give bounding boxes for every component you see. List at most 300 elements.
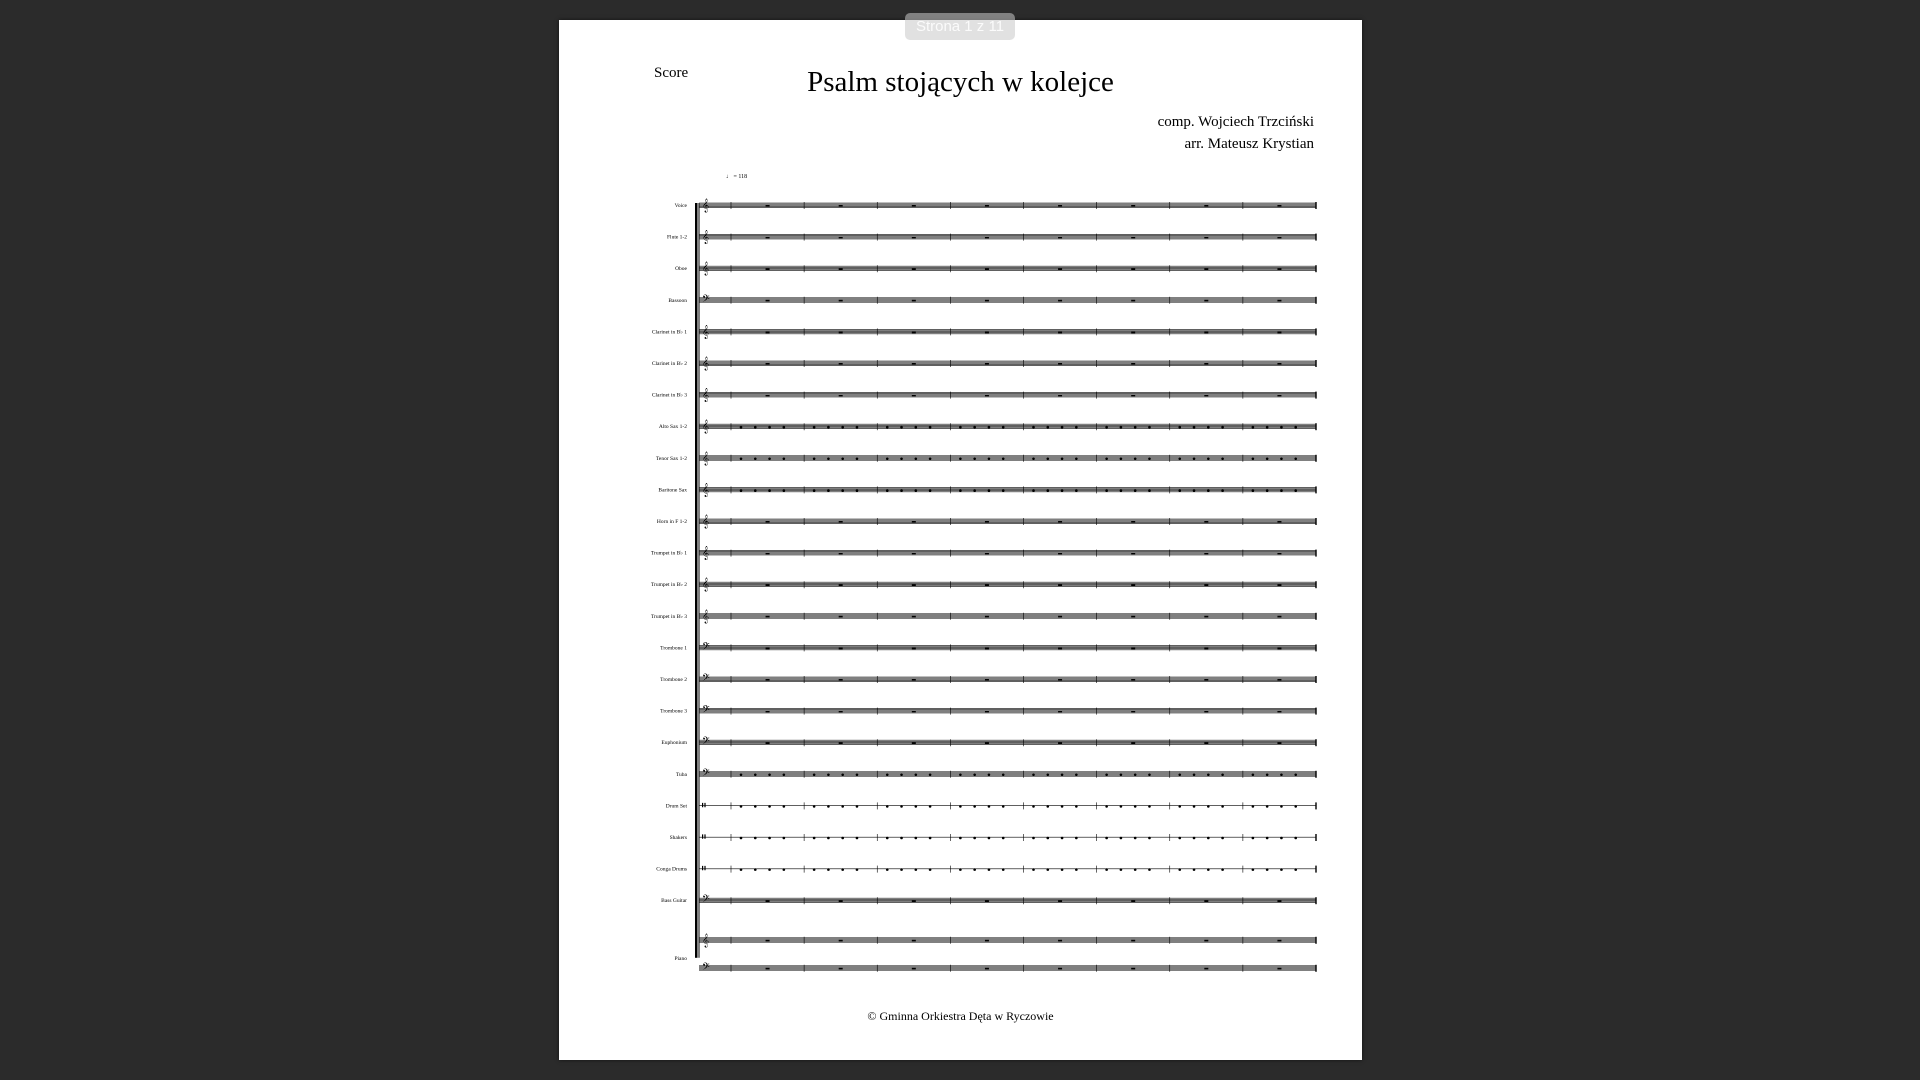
instrument-label: Voice bbox=[674, 203, 687, 209]
note-head bbox=[783, 426, 786, 429]
whole-rest bbox=[985, 363, 989, 365]
whole-rest bbox=[1277, 237, 1281, 239]
whole-rest bbox=[1277, 900, 1281, 902]
note-head bbox=[813, 868, 816, 871]
instrument-label: Trombone 1 bbox=[660, 645, 687, 652]
clef-glyph: 𝄞 bbox=[702, 545, 710, 560]
note-head bbox=[841, 774, 844, 777]
note-head bbox=[1280, 837, 1283, 840]
whole-rest bbox=[912, 237, 916, 239]
whole-rest bbox=[1058, 331, 1062, 333]
note-head bbox=[1046, 837, 1049, 840]
whole-rest bbox=[1131, 900, 1135, 902]
note-head bbox=[1252, 489, 1255, 492]
whole-rest bbox=[1277, 968, 1281, 970]
note-head bbox=[1148, 774, 1151, 777]
note-head bbox=[886, 805, 889, 808]
whole-rest bbox=[912, 647, 916, 649]
note-head bbox=[1032, 868, 1035, 871]
note-head bbox=[768, 489, 771, 492]
note-head bbox=[783, 458, 786, 461]
whole-rest bbox=[912, 268, 916, 270]
whole-rest bbox=[1204, 616, 1208, 618]
note-head bbox=[900, 426, 903, 429]
whole-rest bbox=[766, 968, 770, 970]
note-head bbox=[1252, 426, 1255, 429]
note-head bbox=[959, 426, 962, 429]
note-head bbox=[1061, 774, 1064, 777]
whole-rest bbox=[839, 268, 843, 270]
clef-glyph: 𝄞 bbox=[702, 608, 710, 623]
whole-rest bbox=[985, 940, 989, 942]
note-head bbox=[1134, 774, 1137, 777]
whole-rest bbox=[912, 521, 916, 523]
whole-rest bbox=[985, 647, 989, 649]
clef-glyph: 𝄞 bbox=[702, 450, 710, 465]
note-head bbox=[827, 774, 830, 777]
whole-rest bbox=[912, 900, 916, 902]
note-head bbox=[856, 774, 859, 777]
clef-glyph: 𝄞 bbox=[702, 198, 710, 212]
whole-rest bbox=[766, 331, 770, 333]
note-head bbox=[988, 837, 991, 840]
clef-glyph: 𝄥 bbox=[702, 861, 706, 876]
note-head bbox=[856, 458, 859, 461]
whole-rest bbox=[912, 553, 916, 555]
note-head bbox=[1193, 458, 1196, 461]
whole-rest bbox=[985, 268, 989, 270]
whole-rest bbox=[985, 900, 989, 902]
note-head bbox=[1148, 868, 1151, 871]
note-head bbox=[1207, 805, 1210, 808]
whole-rest bbox=[1131, 553, 1135, 555]
whole-rest bbox=[1277, 940, 1281, 942]
whole-rest bbox=[1058, 205, 1062, 207]
note-head bbox=[929, 458, 932, 461]
whole-rest bbox=[766, 679, 770, 681]
note-head bbox=[1120, 458, 1123, 461]
note-head bbox=[1266, 805, 1269, 808]
whole-rest bbox=[1277, 521, 1281, 523]
note-head bbox=[959, 868, 962, 871]
whole-rest bbox=[1204, 205, 1208, 207]
whole-rest bbox=[912, 940, 916, 942]
whole-rest bbox=[766, 553, 770, 555]
instrument-label: Tuba bbox=[675, 771, 687, 778]
note-head bbox=[1148, 805, 1151, 808]
whole-rest bbox=[985, 395, 989, 397]
note-head bbox=[1120, 426, 1123, 429]
note-head bbox=[900, 774, 903, 777]
note-head bbox=[1252, 868, 1255, 871]
whole-rest bbox=[1204, 584, 1208, 586]
note-head bbox=[1032, 458, 1035, 461]
whole-rest bbox=[839, 647, 843, 649]
instrument-label: Tenor Sax 1-2 bbox=[655, 455, 687, 462]
arranger-credit: arr. Mateusz Krystian bbox=[1184, 136, 1314, 152]
note-head bbox=[827, 426, 830, 429]
score-page[interactable] bbox=[559, 20, 1362, 1060]
note-head bbox=[915, 426, 918, 429]
note-head bbox=[1046, 774, 1049, 777]
whole-rest bbox=[1277, 679, 1281, 681]
system-bracket bbox=[695, 203, 698, 958]
whole-rest bbox=[985, 331, 989, 333]
note-head bbox=[1134, 868, 1137, 871]
note-head bbox=[827, 458, 830, 461]
clef-glyph: 𝄢 bbox=[702, 292, 710, 307]
note-head bbox=[827, 868, 830, 871]
instrument-label: Drum Set bbox=[665, 803, 687, 810]
whole-rest bbox=[1204, 711, 1208, 713]
clef-glyph: 𝄞 bbox=[702, 261, 710, 276]
whole-rest bbox=[985, 616, 989, 618]
note-head bbox=[1120, 868, 1123, 871]
note-head bbox=[1207, 489, 1210, 492]
whole-rest bbox=[1204, 521, 1208, 523]
whole-rest bbox=[985, 711, 989, 713]
note-head bbox=[1280, 489, 1283, 492]
note-head bbox=[1280, 458, 1283, 461]
note-head bbox=[813, 458, 816, 461]
note-head bbox=[1252, 837, 1255, 840]
whole-rest bbox=[912, 395, 916, 397]
whole-rest bbox=[912, 331, 916, 333]
whole-rest bbox=[766, 395, 770, 397]
whole-rest bbox=[1277, 300, 1281, 302]
whole-rest bbox=[766, 268, 770, 270]
whole-rest bbox=[839, 679, 843, 681]
note-head bbox=[1193, 426, 1196, 429]
whole-rest bbox=[912, 300, 916, 302]
whole-rest bbox=[766, 237, 770, 239]
note-head bbox=[1075, 868, 1078, 871]
whole-rest bbox=[839, 237, 843, 239]
note-head bbox=[1061, 426, 1064, 429]
composer-credit: comp. Wojciech Trzciński bbox=[1157, 114, 1314, 130]
note-head bbox=[929, 837, 932, 840]
whole-rest bbox=[985, 553, 989, 555]
score-system bbox=[559, 20, 1362, 1060]
note-head bbox=[915, 458, 918, 461]
note-head bbox=[1075, 805, 1078, 808]
whole-rest bbox=[839, 900, 843, 902]
note-head bbox=[754, 458, 757, 461]
note-head bbox=[813, 837, 816, 840]
whole-rest bbox=[839, 584, 843, 586]
note-head bbox=[959, 489, 962, 492]
note-head bbox=[959, 837, 962, 840]
whole-rest bbox=[1277, 711, 1281, 713]
note-head bbox=[783, 774, 786, 777]
note-head bbox=[1105, 458, 1108, 461]
instrument-label: Baritone Sax bbox=[658, 487, 687, 494]
note-head bbox=[929, 489, 932, 492]
note-head bbox=[1002, 426, 1005, 429]
clef-glyph: 𝄞 bbox=[702, 577, 710, 592]
note-head bbox=[754, 837, 757, 840]
whole-rest bbox=[1277, 268, 1281, 270]
whole-rest bbox=[1058, 616, 1062, 618]
note-head bbox=[1105, 805, 1108, 808]
note-head bbox=[1207, 426, 1210, 429]
whole-rest bbox=[839, 300, 843, 302]
note-head bbox=[740, 426, 743, 429]
note-head bbox=[783, 837, 786, 840]
whole-rest bbox=[1204, 647, 1208, 649]
whole-rest bbox=[1058, 711, 1062, 713]
note-head bbox=[1252, 458, 1255, 461]
note-head bbox=[988, 805, 991, 808]
note-head bbox=[900, 837, 903, 840]
note-head bbox=[1178, 489, 1181, 492]
whole-rest bbox=[1277, 742, 1281, 744]
note-head bbox=[1178, 868, 1181, 871]
whole-rest bbox=[912, 584, 916, 586]
whole-rest bbox=[839, 711, 843, 713]
whole-rest bbox=[766, 900, 770, 902]
note-head bbox=[1280, 868, 1283, 871]
note-head bbox=[1032, 837, 1035, 840]
note-head bbox=[973, 805, 976, 808]
whole-rest bbox=[1204, 968, 1208, 970]
note-head bbox=[915, 868, 918, 871]
whole-rest bbox=[1131, 395, 1135, 397]
whole-rest bbox=[766, 521, 770, 523]
note-head bbox=[1148, 837, 1151, 840]
whole-rest bbox=[1058, 553, 1062, 555]
note-head bbox=[929, 774, 932, 777]
note-head bbox=[1105, 774, 1108, 777]
whole-rest bbox=[985, 521, 989, 523]
whole-rest bbox=[1277, 616, 1281, 618]
whole-rest bbox=[1131, 268, 1135, 270]
note-head bbox=[1105, 868, 1108, 871]
whole-rest bbox=[1058, 940, 1062, 942]
note-head bbox=[1046, 426, 1049, 429]
clef-glyph: 𝄞 bbox=[702, 482, 710, 497]
note-head bbox=[886, 426, 889, 429]
note-head bbox=[900, 868, 903, 871]
note-head bbox=[915, 805, 918, 808]
note-head bbox=[1294, 458, 1297, 461]
whole-rest bbox=[1277, 647, 1281, 649]
whole-rest bbox=[1131, 521, 1135, 523]
instrument-label: Trumpet in B♭ 2 bbox=[650, 582, 687, 589]
copyright-notice: © Gminna Orkiestra Dęta w Ryczowie bbox=[867, 1009, 1054, 1023]
whole-rest bbox=[1131, 584, 1135, 586]
note-head bbox=[1266, 868, 1269, 871]
whole-rest bbox=[1058, 742, 1062, 744]
note-head bbox=[1120, 837, 1123, 840]
note-head bbox=[1207, 458, 1210, 461]
note-head bbox=[988, 458, 991, 461]
whole-rest bbox=[1058, 521, 1062, 523]
clef-glyph: 𝄢 bbox=[702, 703, 710, 718]
note-head bbox=[1134, 489, 1137, 492]
whole-rest bbox=[1277, 395, 1281, 397]
note-head bbox=[1193, 868, 1196, 871]
note-head bbox=[1046, 458, 1049, 461]
whole-rest bbox=[766, 742, 770, 744]
instrument-label: Trumpet in B♭ 1 bbox=[650, 550, 687, 557]
note-head bbox=[886, 774, 889, 777]
note-head bbox=[1221, 458, 1224, 461]
note-head bbox=[929, 805, 932, 808]
note-head bbox=[1280, 805, 1283, 808]
note-head bbox=[1046, 805, 1049, 808]
note-head bbox=[988, 426, 991, 429]
instrument-label: Euphonium bbox=[661, 740, 687, 747]
note-head bbox=[1061, 868, 1064, 871]
whole-rest bbox=[766, 584, 770, 586]
note-head bbox=[1075, 774, 1078, 777]
note-head bbox=[827, 489, 830, 492]
note-head bbox=[841, 489, 844, 492]
note-head bbox=[1105, 489, 1108, 492]
whole-rest bbox=[912, 363, 916, 365]
whole-rest bbox=[1131, 679, 1135, 681]
note-head bbox=[740, 774, 743, 777]
note-head bbox=[754, 489, 757, 492]
whole-rest bbox=[1131, 742, 1135, 744]
note-head bbox=[973, 868, 976, 871]
note-head bbox=[856, 837, 859, 840]
whole-rest bbox=[1058, 300, 1062, 302]
note-head bbox=[1294, 774, 1297, 777]
instrument-label: Alto Sax 1-2 bbox=[658, 424, 687, 431]
note-head bbox=[1148, 489, 1151, 492]
note-head bbox=[740, 868, 743, 871]
note-head bbox=[1002, 489, 1005, 492]
note-head bbox=[1252, 774, 1255, 777]
whole-rest bbox=[1204, 742, 1208, 744]
note-head bbox=[740, 805, 743, 808]
note-head bbox=[900, 489, 903, 492]
note-head bbox=[1032, 426, 1035, 429]
clef-glyph: 𝄞 bbox=[702, 387, 710, 402]
clef-glyph: 𝄥 bbox=[702, 798, 706, 813]
note-head bbox=[1148, 426, 1151, 429]
note-head bbox=[783, 868, 786, 871]
note-head bbox=[915, 489, 918, 492]
note-head bbox=[841, 458, 844, 461]
whole-rest bbox=[1131, 711, 1135, 713]
note-head bbox=[1178, 426, 1181, 429]
whole-rest bbox=[1131, 616, 1135, 618]
note-head bbox=[1032, 489, 1035, 492]
whole-rest bbox=[1058, 679, 1062, 681]
whole-rest bbox=[1131, 647, 1135, 649]
clef-glyph: 𝄢 bbox=[702, 766, 710, 781]
whole-rest bbox=[1204, 940, 1208, 942]
note-head bbox=[841, 426, 844, 429]
note-head bbox=[768, 458, 771, 461]
note-head bbox=[1061, 805, 1064, 808]
page-indicator: Strona 1 z 11 bbox=[905, 13, 1015, 40]
note-head bbox=[1221, 805, 1224, 808]
note-head bbox=[915, 837, 918, 840]
whole-rest bbox=[839, 616, 843, 618]
note-head bbox=[740, 489, 743, 492]
note-head bbox=[1134, 837, 1137, 840]
note-head bbox=[1075, 489, 1078, 492]
whole-rest bbox=[985, 237, 989, 239]
note-head bbox=[1075, 837, 1078, 840]
whole-rest bbox=[839, 940, 843, 942]
note-head bbox=[754, 426, 757, 429]
whole-rest bbox=[839, 742, 843, 744]
note-head bbox=[768, 774, 771, 777]
instrument-label: Clarinet in B♭ 3 bbox=[651, 392, 687, 399]
note-head bbox=[988, 868, 991, 871]
whole-rest bbox=[912, 205, 916, 207]
whole-rest bbox=[766, 300, 770, 302]
note-head bbox=[1002, 805, 1005, 808]
whole-rest bbox=[985, 205, 989, 207]
note-head bbox=[1294, 426, 1297, 429]
note-head bbox=[1266, 458, 1269, 461]
note-head bbox=[1120, 805, 1123, 808]
note-head bbox=[754, 805, 757, 808]
whole-rest bbox=[985, 679, 989, 681]
note-head bbox=[1075, 458, 1078, 461]
note-head bbox=[1193, 489, 1196, 492]
whole-rest bbox=[839, 553, 843, 555]
tempo-marking: ♩ = 118 bbox=[726, 174, 748, 180]
note-head bbox=[856, 426, 859, 429]
whole-rest bbox=[1204, 553, 1208, 555]
clef-glyph: 𝄢 bbox=[702, 960, 710, 975]
note-head bbox=[1178, 805, 1181, 808]
note-head bbox=[1207, 868, 1210, 871]
instrument-label: Trumpet in B♭ 3 bbox=[650, 613, 687, 620]
instrument-label: Trombone 3 bbox=[660, 708, 687, 715]
whole-rest bbox=[1131, 968, 1135, 970]
whole-rest bbox=[766, 363, 770, 365]
note-head bbox=[1032, 774, 1035, 777]
note-head bbox=[1105, 837, 1108, 840]
whole-rest bbox=[839, 363, 843, 365]
note-head bbox=[959, 774, 962, 777]
note-head bbox=[929, 426, 932, 429]
whole-rest bbox=[766, 616, 770, 618]
note-head bbox=[886, 489, 889, 492]
note-head bbox=[973, 458, 976, 461]
note-head bbox=[1148, 458, 1151, 461]
note-head bbox=[1061, 837, 1064, 840]
note-head bbox=[1294, 837, 1297, 840]
note-head bbox=[841, 805, 844, 808]
note-head bbox=[1046, 868, 1049, 871]
note-head bbox=[856, 805, 859, 808]
note-head bbox=[1134, 805, 1137, 808]
note-head bbox=[1221, 489, 1224, 492]
whole-rest bbox=[839, 521, 843, 523]
note-head bbox=[841, 868, 844, 871]
note-head bbox=[856, 489, 859, 492]
whole-rest bbox=[1204, 363, 1208, 365]
whole-rest bbox=[1277, 363, 1281, 365]
note-head bbox=[1134, 458, 1137, 461]
note-head bbox=[1134, 426, 1137, 429]
whole-rest bbox=[1204, 268, 1208, 270]
note-head bbox=[768, 805, 771, 808]
note-head bbox=[1061, 458, 1064, 461]
note-head bbox=[1294, 489, 1297, 492]
note-head bbox=[1193, 774, 1196, 777]
whole-rest bbox=[1204, 900, 1208, 902]
